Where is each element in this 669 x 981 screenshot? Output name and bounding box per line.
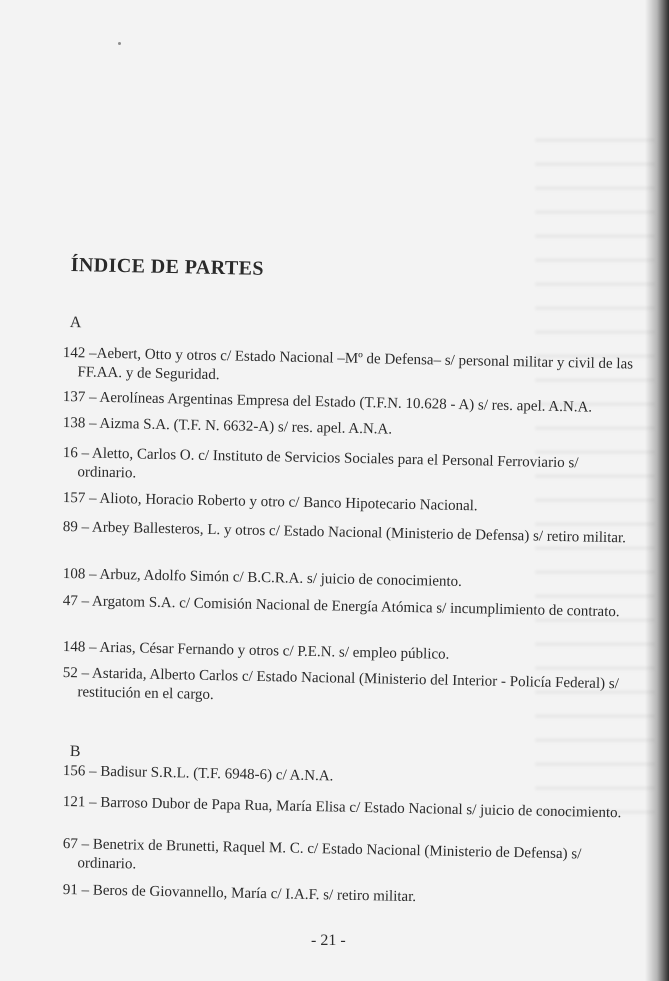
page-number: - 21 - bbox=[311, 932, 346, 949]
index-entry: 156 – Badisur S.R.L. (T.F. 6948-6) c/ A.N.A. bbox=[62, 762, 334, 785]
index-entry: 142 –Aebert, Otto y otros c/ Estado Nacional –Mº de Defensa– s/ personal militar y civil de las FF.AA. y de Seguridad. bbox=[62, 344, 634, 384]
section-letter-a: A bbox=[69, 314, 82, 332]
index-entry: 52 – Astarida, Alberto Carlos c/ Estado Nacional (Ministerio del Interior - Policía Federal) s/ restitución en el cargo. bbox=[62, 664, 619, 704]
index-entry: 137 – Aerolíneas Argentinas Empresa del Estado (T.F.N. 10.628 - A) s/ res. apel. A.N.A. bbox=[62, 388, 593, 416]
index-entry: 47 – Argatom S.A. c/ Comisión Nacional de Energía Atómica s/ incumplimiento de contrato. bbox=[62, 592, 620, 621]
index-entry: 148 – Arias, César Fernando y otros c/ P.E.N. s/ empleo público. bbox=[62, 638, 450, 663]
index-entry: 157 – Alioto, Horacio Roberto y otro c/ Banco Hipotecario Nacional. bbox=[62, 489, 478, 515]
page-title: ÍNDICE DE PARTES bbox=[70, 254, 265, 280]
index-entry: 121 – Barroso Dubor de Papa Rua, María Elisa c/ Estado Nacional s/ juicio de conocimiento. bbox=[62, 793, 622, 822]
index-entry: 91 – Beros de Giovannello, María c/ I.A.F. s/ retiro militar. bbox=[62, 881, 417, 906]
index-entry: 138 – Aizma S.A. (T.F. N. 6632-A) s/ res. apel. A.N.A. bbox=[62, 414, 393, 438]
index-entry: 67 – Benetrix de Brunetti, Raquel M. C. c/ Estado Nacional (Ministerio de Defensa) s/ ordinario. bbox=[62, 835, 582, 873]
index-entry: 89 – Arbey Ballesteros, L. y otros c/ Estado Nacional (Ministerio de Defensa) s/ retiro militar. bbox=[62, 518, 627, 547]
scan-speck bbox=[118, 42, 121, 45]
index-entry: 16 – Aletto, Carlos O. c/ Instituto de Servicios Sociales para el Personal Ferroviario s/ ordinario. bbox=[62, 444, 579, 482]
index-entry: 108 – Arbuz, Adolfo Simón c/ B.C.R.A. s/ juicio de conocimiento. bbox=[62, 565, 463, 591]
section-letter-b: B bbox=[69, 743, 81, 761]
page-edge-shadow bbox=[645, 0, 669, 981]
